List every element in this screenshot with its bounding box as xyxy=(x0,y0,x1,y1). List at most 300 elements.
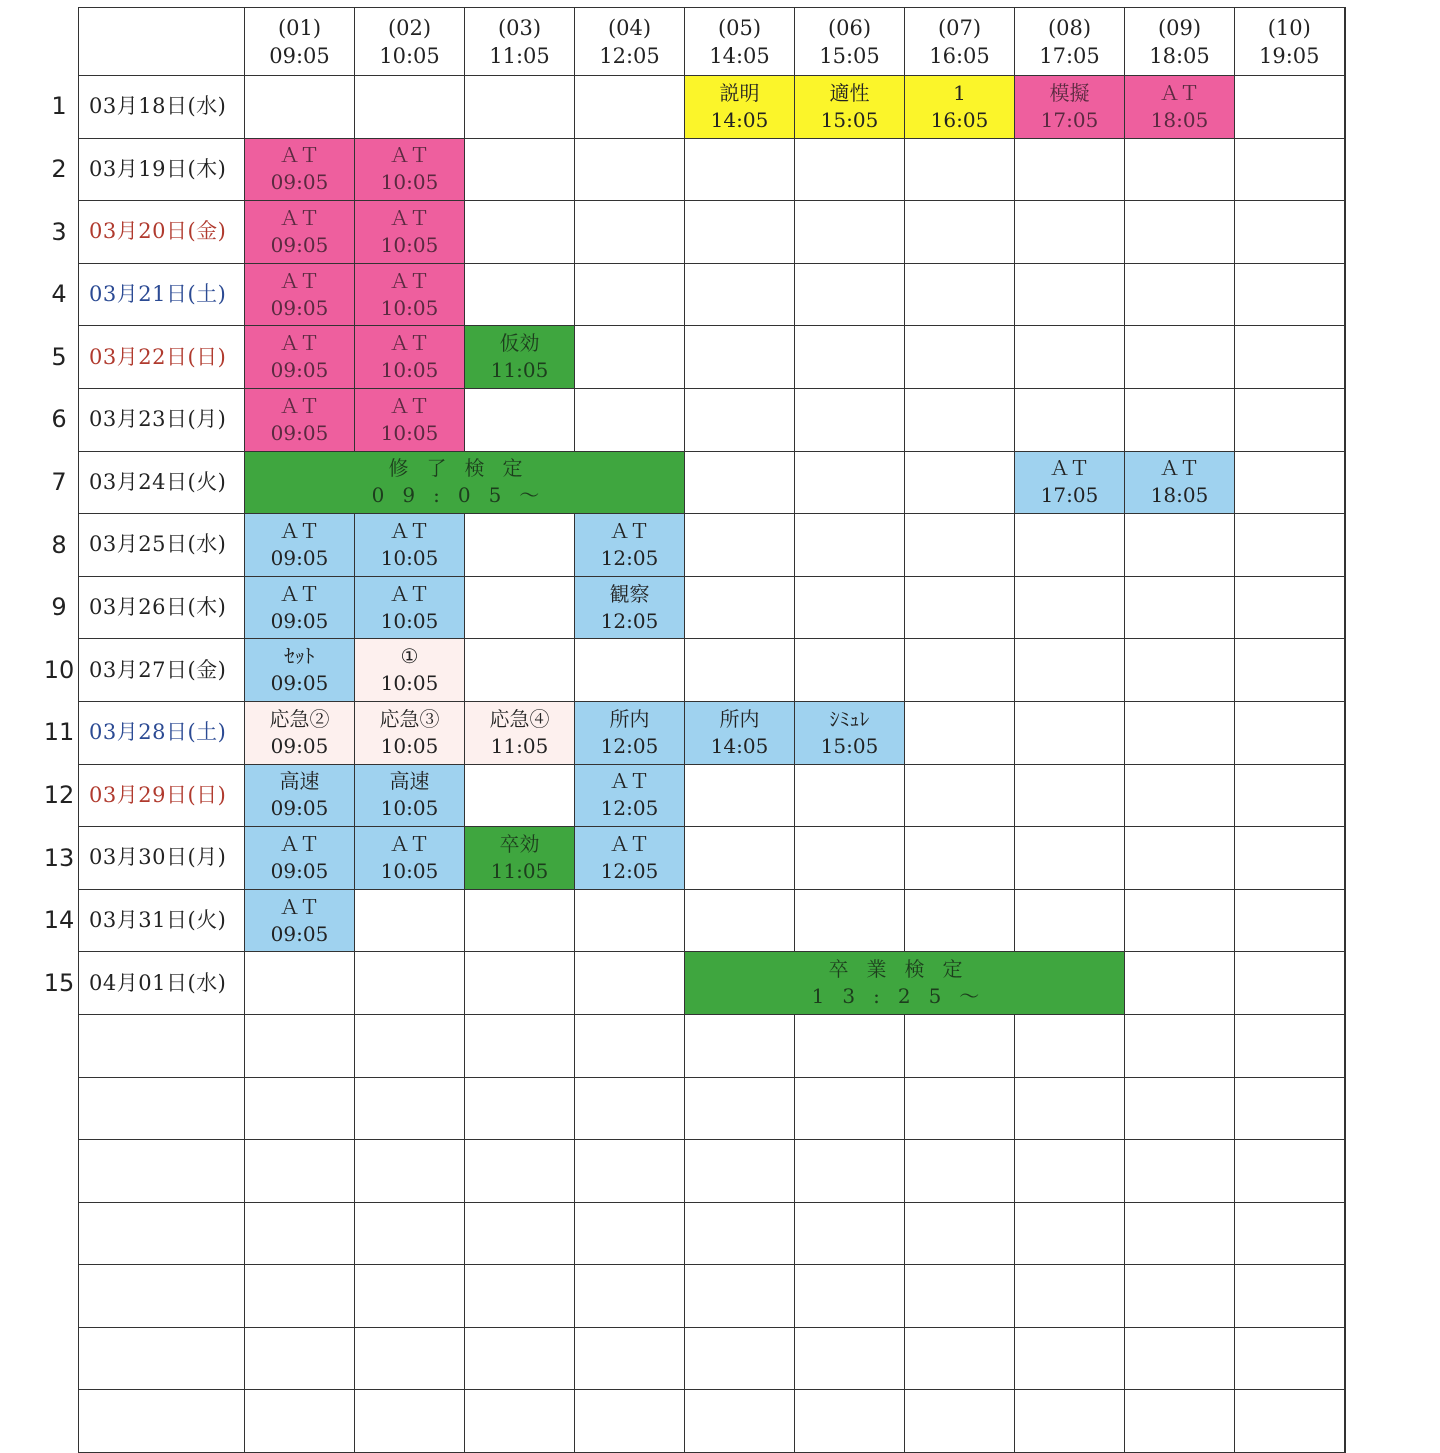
lesson-cell[interactable] xyxy=(245,263,355,326)
lesson-cell[interactable] xyxy=(575,764,685,827)
cell-time: 09:05 xyxy=(270,232,329,257)
cell-label: 高速 xyxy=(389,769,430,794)
empty-cell xyxy=(905,1014,1015,1077)
empty-cell xyxy=(905,326,1015,389)
empty-cell xyxy=(1235,1014,1345,1077)
empty-cell xyxy=(575,326,685,389)
empty-cell xyxy=(465,1077,575,1140)
empty-cell xyxy=(1125,388,1235,451)
empty-cell xyxy=(795,1202,905,1265)
date-cell: 03月18日(水) xyxy=(79,76,245,139)
empty-cell xyxy=(465,1140,575,1203)
exam-block[interactable] xyxy=(245,451,685,514)
empty-cell xyxy=(1015,1390,1125,1453)
lesson-cell[interactable] xyxy=(355,201,465,264)
period-time: 18:05 xyxy=(1149,43,1210,68)
schedule-row xyxy=(79,514,1345,577)
empty-cell xyxy=(1125,514,1235,577)
period-number: (05) xyxy=(717,15,762,40)
row-number: 2 xyxy=(51,154,67,183)
empty-cell xyxy=(355,1077,465,1140)
cell-label: ＡＴ xyxy=(389,581,430,606)
empty-cell xyxy=(685,388,795,451)
empty-cell xyxy=(1125,764,1235,827)
empty-cell xyxy=(795,764,905,827)
lesson-cell[interactable] xyxy=(1015,451,1125,514)
empty-cell xyxy=(465,952,575,1015)
cell-time: 10:05 xyxy=(380,232,439,257)
period-time: 10:05 xyxy=(379,43,440,68)
empty-cell xyxy=(465,201,575,264)
cell-label: ＡＴ xyxy=(279,143,320,168)
period-header xyxy=(905,8,1015,76)
empty-cell xyxy=(795,1327,905,1390)
lesson-cell[interactable] xyxy=(355,576,465,639)
cell-label: 応急③ xyxy=(379,706,440,731)
blank-row xyxy=(79,1390,1345,1453)
lesson-cell[interactable] xyxy=(245,639,355,702)
empty-cell xyxy=(685,451,795,514)
period-time: 19:05 xyxy=(1258,43,1320,68)
empty-cell xyxy=(355,1202,465,1265)
cell-time: 17:05 xyxy=(1040,107,1099,132)
empty-cell xyxy=(1015,639,1125,702)
lesson-cell[interactable] xyxy=(355,827,465,890)
cell-label: 模擬 xyxy=(1049,80,1090,105)
empty-cell xyxy=(1125,701,1235,764)
empty-cell xyxy=(1235,952,1345,1015)
empty-cell xyxy=(1235,576,1345,639)
cell-time: 10:05 xyxy=(380,545,439,570)
cell-time: 09:05 xyxy=(270,921,329,946)
date-cell: 03月26日(木) xyxy=(79,576,245,639)
lesson-cell[interactable] xyxy=(355,514,465,577)
date-cell: 03月25日(水) xyxy=(79,514,245,577)
empty-cell xyxy=(575,388,685,451)
empty-cell xyxy=(1235,764,1345,827)
cell-label: ＡＴ xyxy=(609,769,650,794)
date-cell: 03月19日(木) xyxy=(79,138,245,201)
cell-label: 卒業検定 xyxy=(828,957,981,982)
empty-cell xyxy=(79,1077,245,1140)
empty-cell xyxy=(79,1265,245,1328)
lesson-cell[interactable] xyxy=(685,701,795,764)
empty-cell xyxy=(685,1202,795,1265)
cell-label: ＡＴ xyxy=(279,268,320,293)
cell-label: ＡＴ xyxy=(389,143,430,168)
lesson-cell[interactable] xyxy=(355,764,465,827)
lesson-cell[interactable] xyxy=(795,76,905,139)
empty-cell xyxy=(355,1327,465,1390)
lesson-cell[interactable] xyxy=(795,701,905,764)
empty-cell xyxy=(465,388,575,451)
schedule-row xyxy=(79,952,1345,1015)
lesson-cell[interactable] xyxy=(575,701,685,764)
lesson-cell[interactable] xyxy=(245,514,355,577)
empty-cell xyxy=(1125,326,1235,389)
cell-time: 10:05 xyxy=(380,858,439,883)
empty-cell xyxy=(1235,1327,1345,1390)
date-cell: 03月31日(火) xyxy=(79,889,245,952)
lesson-cell[interactable] xyxy=(575,576,685,639)
lesson-cell[interactable] xyxy=(355,639,465,702)
lesson-cell[interactable] xyxy=(1015,76,1125,139)
schedule-row xyxy=(79,201,1345,264)
date-cell: 03月22日(日) xyxy=(79,326,245,389)
cell-label: 高速 xyxy=(279,769,320,794)
blank-row xyxy=(79,1265,1345,1328)
lesson-cell[interactable] xyxy=(355,138,465,201)
lesson-cell[interactable] xyxy=(245,764,355,827)
cell-time: 09:05 xyxy=(270,796,329,821)
blank-row xyxy=(79,1014,1345,1077)
empty-cell xyxy=(1125,639,1235,702)
empty-cell xyxy=(1015,388,1125,451)
empty-cell xyxy=(905,764,1015,827)
empty-cell xyxy=(79,1327,245,1390)
empty-cell xyxy=(905,576,1015,639)
empty-cell xyxy=(1015,138,1125,201)
cell-label: 修了検定 xyxy=(388,456,541,481)
empty-cell xyxy=(355,1140,465,1203)
period-header xyxy=(465,8,575,76)
date-cell: 03月27日(金) xyxy=(79,639,245,702)
empty-cell xyxy=(1015,1202,1125,1265)
cell-label: 卒効 xyxy=(499,831,540,856)
empty-cell xyxy=(795,1140,905,1203)
empty-cell xyxy=(245,1077,355,1140)
lesson-cell[interactable] xyxy=(465,326,575,389)
period-number: (09) xyxy=(1157,15,1202,40)
empty-cell xyxy=(905,514,1015,577)
empty-cell xyxy=(245,1390,355,1453)
empty-cell xyxy=(1235,1140,1345,1203)
empty-cell xyxy=(905,451,1015,514)
lesson-cell[interactable] xyxy=(465,701,575,764)
empty-cell xyxy=(575,1390,685,1453)
cell-label: 応急② xyxy=(269,706,330,731)
empty-cell xyxy=(575,1327,685,1390)
empty-cell xyxy=(795,1390,905,1453)
lesson-cell[interactable] xyxy=(355,326,465,389)
schedule-row xyxy=(79,76,1345,139)
row-number: 15 xyxy=(43,968,75,997)
cell-time: 09:05 xyxy=(270,733,329,758)
lesson-cell[interactable] xyxy=(905,76,1015,139)
empty-cell xyxy=(795,576,905,639)
cell-time: 11:05 xyxy=(490,733,549,758)
lesson-cell[interactable] xyxy=(355,263,465,326)
empty-cell xyxy=(685,1014,795,1077)
empty-cell xyxy=(465,1390,575,1453)
empty-cell xyxy=(685,764,795,827)
cell-label: ＡＴ xyxy=(279,331,320,356)
empty-cell xyxy=(1125,1390,1235,1453)
empty-cell xyxy=(1015,764,1125,827)
row-number: 9 xyxy=(51,593,67,622)
cell-label: ＡＴ xyxy=(389,831,430,856)
period-header xyxy=(245,8,355,76)
period-time: 14:05 xyxy=(709,43,770,68)
empty-cell xyxy=(1235,1077,1345,1140)
empty-cell xyxy=(685,1140,795,1203)
empty-cell xyxy=(465,1202,575,1265)
empty-cell xyxy=(1125,201,1235,264)
empty-cell xyxy=(685,576,795,639)
lesson-cell[interactable] xyxy=(245,701,355,764)
cell-label: ＡＴ xyxy=(1049,456,1090,481)
period-time: 16:05 xyxy=(929,43,990,68)
cell-label: ＡＴ xyxy=(609,831,650,856)
empty-cell xyxy=(1015,701,1125,764)
empty-cell xyxy=(1015,889,1125,952)
empty-cell xyxy=(905,1202,1015,1265)
empty-cell xyxy=(795,326,905,389)
empty-cell xyxy=(575,1265,685,1328)
empty-cell xyxy=(465,514,575,577)
empty-cell xyxy=(685,1077,795,1140)
date-cell: 03月24日(火) xyxy=(79,451,245,514)
schedule-header-row xyxy=(79,8,1345,76)
cell-time: 15:05 xyxy=(820,107,879,132)
period-number: (06) xyxy=(827,15,872,40)
empty-cell xyxy=(575,1202,685,1265)
empty-cell xyxy=(465,764,575,827)
empty-cell xyxy=(1125,1327,1235,1390)
empty-cell xyxy=(1235,451,1345,514)
empty-cell xyxy=(795,1014,905,1077)
period-header xyxy=(1125,8,1235,76)
cell-label: ① xyxy=(400,644,419,669)
empty-cell xyxy=(685,326,795,389)
cell-time: 09:05 xyxy=(270,295,329,320)
empty-cell xyxy=(1015,1014,1125,1077)
cell-label: ＡＴ xyxy=(279,393,320,418)
empty-cell xyxy=(1015,263,1125,326)
cell-label: ＡＴ xyxy=(389,205,430,230)
empty-cell xyxy=(1125,827,1235,890)
lesson-cell[interactable] xyxy=(245,576,355,639)
cell-time: 13:25〜 xyxy=(811,984,998,1009)
cell-label: 応急④ xyxy=(489,706,550,731)
lesson-cell[interactable] xyxy=(1125,76,1235,139)
empty-cell xyxy=(1015,576,1125,639)
date-cell: 03月30日(月) xyxy=(79,827,245,890)
cell-label: ｼﾐｭﾚ xyxy=(829,706,870,731)
cell-label: ＡＴ xyxy=(279,831,320,856)
cell-label: ＡＴ xyxy=(389,393,430,418)
cell-label: ＡＴ xyxy=(609,518,650,543)
cell-time: 10:05 xyxy=(380,295,439,320)
lesson-cell[interactable] xyxy=(465,827,575,890)
empty-cell xyxy=(1235,1390,1345,1453)
period-number: (04) xyxy=(607,15,652,40)
empty-cell xyxy=(905,1140,1015,1203)
empty-cell xyxy=(905,701,1015,764)
cell-time: 09:05 xyxy=(270,358,329,383)
lesson-cell[interactable] xyxy=(1125,451,1235,514)
row-number: 8 xyxy=(51,530,67,559)
lesson-cell[interactable] xyxy=(245,889,355,952)
lesson-cell[interactable] xyxy=(245,388,355,451)
schedule-row xyxy=(79,701,1345,764)
empty-cell xyxy=(575,1014,685,1077)
cell-label: 観察 xyxy=(609,581,650,606)
period-time: 09:05 xyxy=(269,43,330,68)
lesson-cell[interactable] xyxy=(575,827,685,890)
empty-cell xyxy=(465,76,575,139)
empty-cell xyxy=(1125,1140,1235,1203)
empty-cell xyxy=(1125,952,1235,1015)
empty-cell xyxy=(905,889,1015,952)
cell-time: 18:05 xyxy=(1150,483,1209,508)
empty-cell xyxy=(465,138,575,201)
cell-time: 09:05 xyxy=(270,420,329,445)
empty-cell xyxy=(1125,138,1235,201)
cell-label: ＡＴ xyxy=(389,268,430,293)
cell-label: 仮効 xyxy=(499,331,540,356)
empty-cell xyxy=(575,263,685,326)
lesson-cell[interactable] xyxy=(685,76,795,139)
row-number: 10 xyxy=(43,655,75,684)
empty-cell xyxy=(1235,263,1345,326)
cell-time: 14:05 xyxy=(710,733,769,758)
empty-cell xyxy=(1235,827,1345,890)
row-number: 4 xyxy=(51,280,67,309)
empty-cell xyxy=(79,1202,245,1265)
empty-cell xyxy=(465,1265,575,1328)
cell-time: 18:05 xyxy=(1150,107,1209,132)
empty-cell xyxy=(1015,201,1125,264)
cell-time: 10:05 xyxy=(380,671,439,696)
schedule-row xyxy=(79,263,1345,326)
schedule-row xyxy=(79,451,1345,514)
cell-time: 09:05 xyxy=(270,545,329,570)
schedule-row xyxy=(79,764,1345,827)
empty-cell xyxy=(355,952,465,1015)
period-time: 15:05 xyxy=(819,43,880,68)
period-header xyxy=(685,8,795,76)
empty-cell xyxy=(685,1327,795,1390)
empty-cell xyxy=(1125,1202,1235,1265)
cell-label: ＡＴ xyxy=(279,581,320,606)
empty-cell xyxy=(1015,1140,1125,1203)
cell-time: 10:05 xyxy=(380,796,439,821)
empty-cell xyxy=(905,827,1015,890)
cell-label: ＡＴ xyxy=(389,331,430,356)
empty-cell xyxy=(575,138,685,201)
empty-cell xyxy=(355,889,465,952)
cell-time: 12:05 xyxy=(600,858,659,883)
empty-cell xyxy=(575,1140,685,1203)
empty-cell xyxy=(465,1014,575,1077)
lesson-cell[interactable] xyxy=(245,326,355,389)
period-number: (07) xyxy=(937,15,982,40)
empty-cell xyxy=(795,639,905,702)
empty-cell xyxy=(1235,76,1345,139)
cell-time: 12:05 xyxy=(600,733,659,758)
empty-cell xyxy=(795,138,905,201)
empty-cell xyxy=(1015,827,1125,890)
empty-cell xyxy=(1125,889,1235,952)
row-number: 7 xyxy=(51,467,67,496)
empty-cell xyxy=(245,952,355,1015)
schedule-table xyxy=(78,7,1346,1453)
empty-cell xyxy=(1015,326,1125,389)
empty-cell xyxy=(795,514,905,577)
period-number: (03) xyxy=(497,15,542,40)
period-time: 17:05 xyxy=(1039,43,1100,68)
empty-cell xyxy=(905,263,1015,326)
empty-cell xyxy=(905,201,1015,264)
empty-cell xyxy=(1125,263,1235,326)
empty-cell xyxy=(905,1390,1015,1453)
date-cell: 03月28日(土) xyxy=(79,701,245,764)
empty-cell xyxy=(1125,1265,1235,1328)
empty-cell xyxy=(465,263,575,326)
empty-cell xyxy=(245,1014,355,1077)
empty-cell xyxy=(685,514,795,577)
row-number: 6 xyxy=(51,405,67,434)
cell-label: 1 xyxy=(953,80,966,105)
empty-cell xyxy=(905,639,1015,702)
cell-time: 10:05 xyxy=(380,358,439,383)
empty-cell xyxy=(465,576,575,639)
empty-cell xyxy=(905,1077,1015,1140)
date-cell: 03月20日(金) xyxy=(79,201,245,264)
cell-time: 14:05 xyxy=(710,107,769,132)
empty-cell xyxy=(575,201,685,264)
empty-cell xyxy=(795,201,905,264)
period-time: 11:05 xyxy=(489,43,550,68)
lesson-cell[interactable] xyxy=(355,388,465,451)
row-number: 12 xyxy=(43,780,75,809)
empty-cell xyxy=(1235,201,1345,264)
period-time: 12:05 xyxy=(599,43,660,68)
cell-time: 09:05 xyxy=(270,608,329,633)
empty-cell xyxy=(245,76,355,139)
lesson-cell[interactable] xyxy=(355,701,465,764)
row-number: 11 xyxy=(43,718,75,747)
schedule-row xyxy=(79,827,1345,890)
empty-cell xyxy=(79,1390,245,1453)
cell-time: 09:05 xyxy=(270,858,329,883)
empty-cell xyxy=(355,1390,465,1453)
exam-block[interactable] xyxy=(685,952,1125,1015)
cell-time: 09:05 xyxy=(270,170,329,195)
empty-cell xyxy=(1235,1202,1345,1265)
empty-cell xyxy=(1015,1265,1125,1328)
lesson-cell[interactable] xyxy=(245,201,355,264)
empty-cell xyxy=(465,639,575,702)
lesson-cell[interactable] xyxy=(245,827,355,890)
empty-cell xyxy=(1235,138,1345,201)
empty-cell xyxy=(245,1265,355,1328)
empty-cell xyxy=(685,263,795,326)
schedule-row xyxy=(79,138,1345,201)
row-number: 5 xyxy=(51,342,67,371)
period-number: (08) xyxy=(1047,15,1092,40)
empty-cell xyxy=(795,1265,905,1328)
blank-row xyxy=(79,1327,1345,1390)
cell-label: ｾｯﾄ xyxy=(284,644,315,669)
lesson-cell[interactable] xyxy=(575,514,685,577)
schedule-row xyxy=(79,326,1345,389)
row-number: 14 xyxy=(43,906,75,935)
empty-cell xyxy=(795,889,905,952)
empty-cell xyxy=(795,827,905,890)
lesson-cell[interactable] xyxy=(245,138,355,201)
